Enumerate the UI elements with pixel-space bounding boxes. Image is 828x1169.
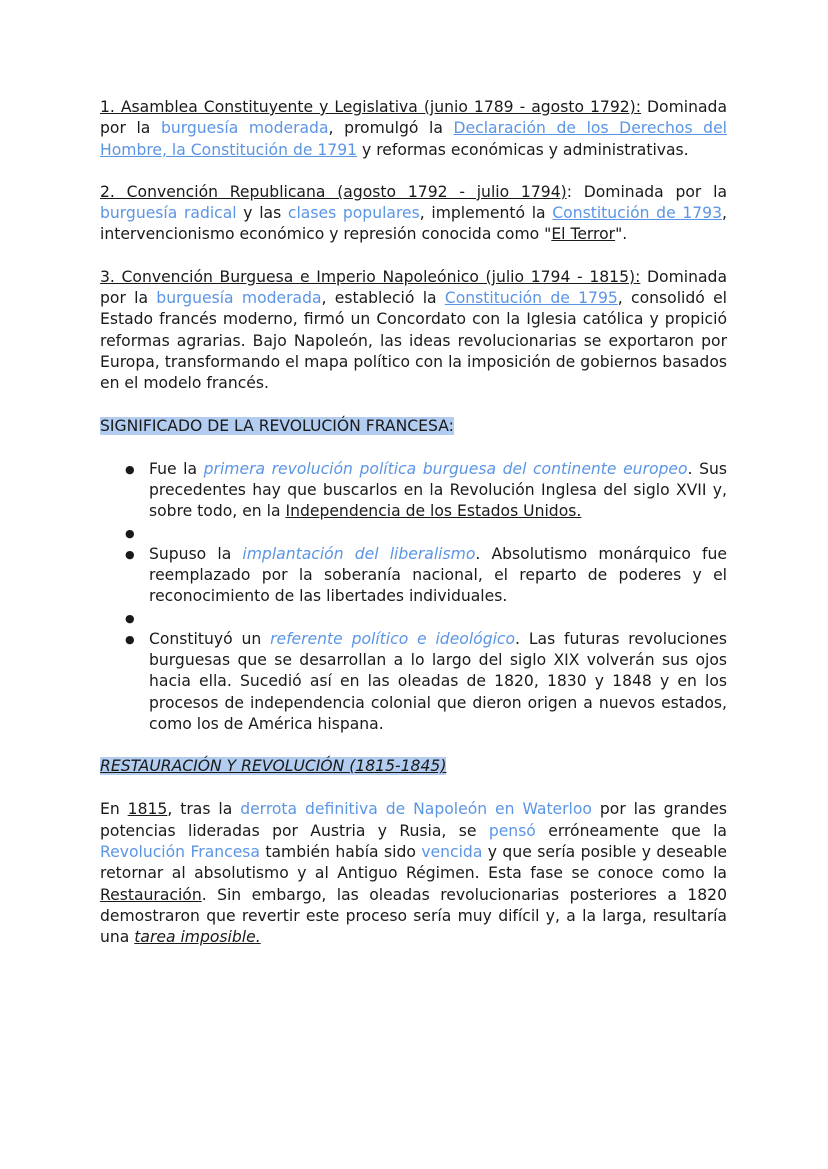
heading-significado-paragraph: [100, 416, 727, 437]
spacer: [100, 523, 727, 544]
text: ".: [615, 225, 628, 244]
text: . Las futuras revoluciones burguesas que se desarrollan a lo largo del siglo XIX volverán sus ojos hacia ella. Sucedió así en las oleadas de 1820, 1830 y 1848 y en los procesos de independencia colonial que dieron origen a nuevos estados, como los de América hispana.: [149, 629, 727, 733]
text: Dominada por la: [100, 267, 727, 308]
spacer: [100, 735, 727, 756]
heading-convencion-republicana: 2. Convención Republicana (agosto 1792 - julio 1794): [100, 182, 567, 201]
highlight-clases-populares: clases populares: [287, 204, 420, 223]
italic-highlight: referente político e ideológico: [270, 629, 516, 648]
text: . Absolutismo monárquico fue reemplazado por la soberanía nacional, el reparto de poderes y el reconocimiento de las libertades individuales.: [149, 544, 727, 606]
text: y reformas económicas y administrativas.: [357, 140, 689, 159]
text: . Sin embargo, las oleadas revolucionarias posteriores a 1820 demostraron que revertir este proceso sería muy difícil y, a la larga, resultaría una: [100, 885, 727, 947]
paragraph-convencion-burguesa: [100, 267, 727, 395]
highlight-burguesia-moderada: burguesía moderada: [160, 119, 329, 138]
text: Constituyó un: [149, 629, 271, 648]
spacer: [100, 161, 727, 182]
text: : Dominada por la: [566, 182, 728, 201]
text: y las: [236, 204, 288, 223]
text: Dominada por la: [100, 98, 728, 138]
heading-asamblea: 1. Asamblea Constituyente y Legislativa (junio 1789 - agosto 1792):: [100, 98, 642, 116]
list-item: [100, 459, 727, 523]
underline-restauracion: Restauración: [100, 885, 202, 904]
heading-restauracion: RESTAURACIÓN Y REVOLUCIÓN (1815-1845): [100, 757, 447, 776]
underline-independencia: Independencia de los Estados Unidos.: [285, 502, 582, 521]
paragraph-restauracion: [100, 799, 727, 948]
underline-el-terror: El Terror: [551, 225, 616, 244]
paragraph-convencion-republicana: [100, 182, 727, 246]
link-constitucion-1795[interactable]: Constitución de 1795: [444, 289, 618, 308]
text: Supuso la: [149, 544, 243, 563]
link-constitucion-1793[interactable]: Constitución de 1793: [552, 204, 723, 223]
spacer: [100, 437, 727, 459]
text: , consolidó el Estado francés moderno, firmó un Concordato con la Iglesia católica y propició reformas agrarias. Bajo Napoleón, las ideas revolucionarias se exportaron por Europa, transformando el mapa político con la imposición de gobiernos basados en el modelo francés.: [100, 289, 727, 393]
text: , intervencionismo económico y represión conocida como ": [100, 204, 727, 244]
highlight-vencida: vencida: [421, 843, 483, 862]
text: , promulgó la: [328, 119, 454, 138]
underline-1815: 1815: [127, 800, 168, 819]
text: . Sus precedentes hay que buscarlos en la Revolución Inglesa del siglo XVII y, sobre todo, en la: [149, 459, 727, 521]
text: también había sido: [259, 843, 422, 862]
heading-significado: SIGNIFICADO DE LA REVOLUCIÓN FRANCESA:: [100, 416, 454, 435]
text: En: [100, 800, 128, 819]
highlight-burguesia-radical: burguesía radical: [100, 204, 237, 223]
significado-list: [100, 459, 727, 735]
list-item: [100, 629, 727, 735]
highlight-penso: pensó: [488, 821, 536, 840]
text: y que sería posible y deseable retornar al absolutismo y al Antiguo Régimen. Esta fase se conoce como la: [100, 843, 727, 883]
link-declaracion-derechos[interactable]: Declaración de los Derechos del Hombre, la Constitución de 1791: [100, 119, 727, 159]
list-item: [100, 544, 727, 608]
spacer: [100, 608, 727, 629]
text: por las grandes potencias lideradas por Austria y Rusia, se: [100, 800, 727, 840]
highlight-revolucion-francesa: Revolución Francesa: [100, 843, 260, 862]
text: , tras la: [167, 800, 241, 819]
paragraph-asamblea: [100, 97, 727, 161]
heading-convencion-burguesa: 3. Convención Burguesa e Imperio Napoleónico (julio 1794 - 1815):: [100, 267, 641, 286]
text: Fue la: [149, 459, 204, 478]
text: , estableció la: [321, 289, 445, 308]
spacer: [100, 777, 727, 799]
text: erróneamente que la: [535, 821, 727, 840]
highlight-burguesia-moderada-2: burguesía moderada: [156, 289, 322, 308]
spacer: [100, 395, 727, 416]
text: , implementó la: [419, 204, 553, 223]
document-page: [100, 97, 727, 949]
italic-highlight: implantación del liberalismo: [242, 544, 476, 563]
underline-tarea-imposible: tarea imposible.: [134, 928, 261, 947]
spacer: [100, 246, 727, 267]
italic-highlight: primera revolución política burguesa del continente europeo: [203, 459, 688, 478]
heading-restauracion-paragraph: [100, 756, 727, 777]
highlight-derrota-waterloo: derrota definitiva de Napoleón en Waterloo: [240, 800, 592, 819]
